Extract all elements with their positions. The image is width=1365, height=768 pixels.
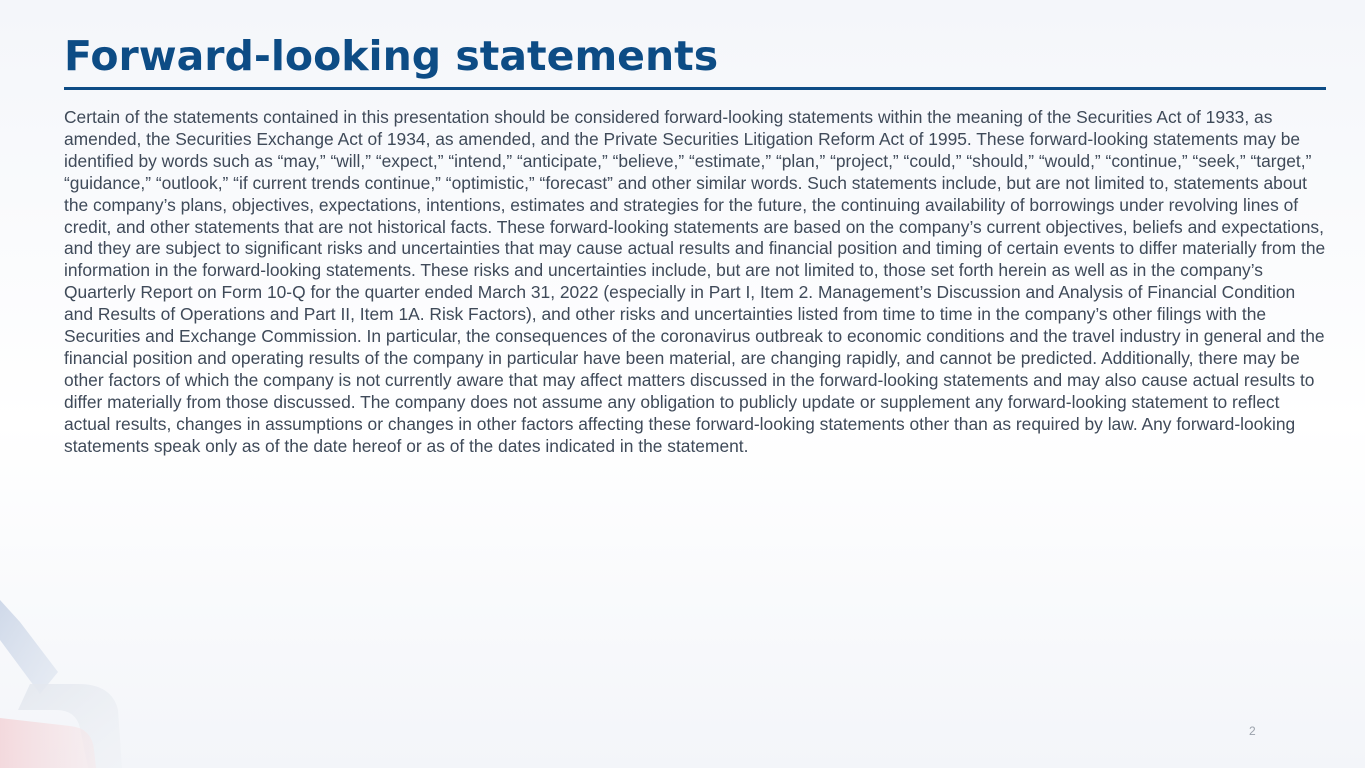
page-number: 2 xyxy=(1249,724,1256,738)
tail-stripe-blue xyxy=(0,600,58,694)
disclaimer-paragraph: Certain of the statements contained in this presentation should be considered forward-looking statements within the meaning of the Securities Act of 1933, as amended, the Securities Exchange Act of 1934, as amended, and the Private Securities Litigation Reform Act of 1995. These forward-looking statements may be identified by words such as “may,” “will,” “expect,” “intend,” “anticipate,” “believe,” “estimate,” “plan,” “project,” “could,” “should,” “would,” “continue,” “seek,” “target,” “guidance,” “outlook,” “if current trends continue,” “optimistic,” “forecast” and other similar words. Such statements include, but are not limited to, statements about the company’s plans, objectives, expectations, intentions, estimates and strategies for the future, the continuing availability of borrowings under revolving lines of credit, and other statements that are not historical facts. These forward-looking statements are based on the company’s current objectives, beliefs and expectations, and they are subject to significant risks and uncertainties that may cause actual results and financial position and timing of certain events to differ materially from the information in the forward-looking statements. These risks and uncertainties include, but are not limited to, those set forth herein as well as in the company’s Quarterly Report on Form 10-Q for the quarter ended March 31, 2022 (especially in Part I, Item 2. Management’s Discussion and Analysis of Financial Condition and Results of Operations and Part II, Item 1A. Risk Factors), and other risks and uncertainties listed from time to time in the company’s other filings with the Securities and Exchange Commission. In particular, the consequences of the coronavirus outbreak to economic conditions and the travel industry in general and the financial position and operating results of the company in particular have been material, are changing rapidly, and cannot be predicted. Additionally, there may be other factors of which the company is not currently aware that may affect matters discussed in the forward-looking statements and may also cause actual results to differ materially from those discussed. The company does not assume any obligation to publicly update or supplement any forward-looking statement to reflect actual results, changes in assumptions or changes in other factors affecting these forward-looking statements other than as required by law. Any forward-looking statements speak only as of the date hereof or as of the dates indicated in the statement. xyxy=(64,107,1326,456)
tail-stripes-graphic xyxy=(0,560,140,768)
title-divider xyxy=(64,87,1326,90)
page-title: Forward-looking statements xyxy=(64,32,719,80)
